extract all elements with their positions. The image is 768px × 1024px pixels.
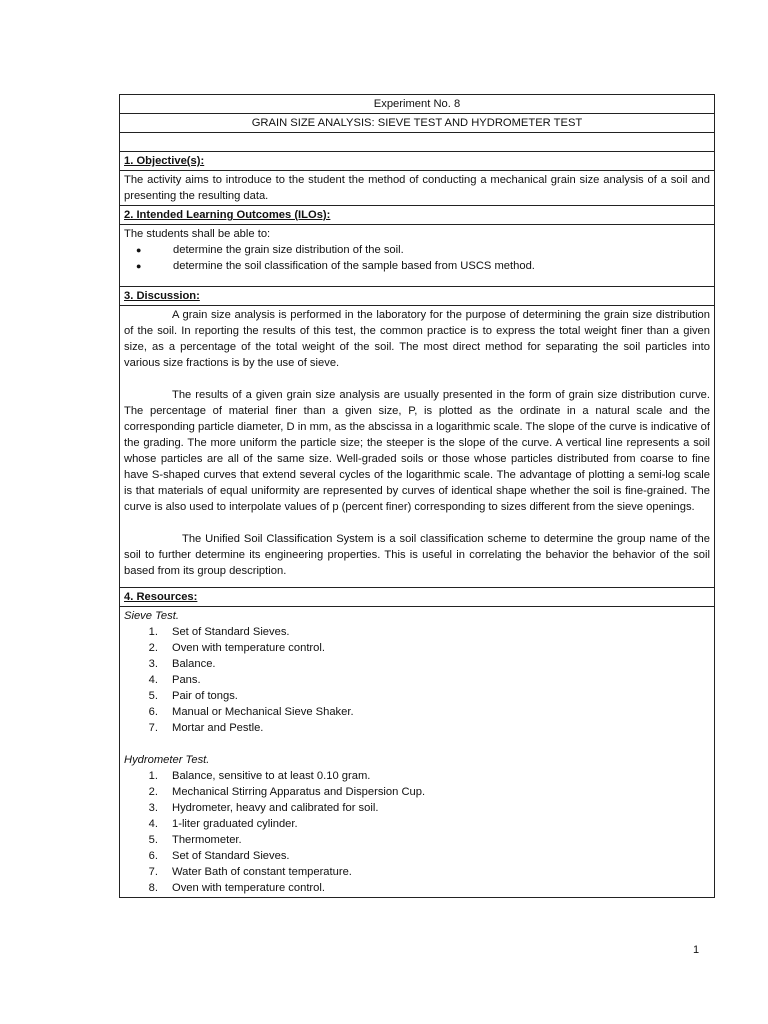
hydrometer-test-list [124, 768, 710, 896]
discussion-paragraph-2: The results of a given grain size analysis are usually presented in the form of grain size distribution curve. The percentage of material finer than a given size, P, is plotted as the ordinate in a natural scale and the corresponding particle diameter, D in mm, as the abscissa in a logarithmic scale. The slope of the curve is indicative of the grading. The more uniform the particle size; the steeper is the slope of the curve. A vertical line represents a soil whose particles are all of the same size. Well-graded soils or those whose particles distributed from coarse to fine have S-shaped curves that extend several cycles of the logarithmic scale. The advantage of plotting a semi-log scale is that materials of equal uniformity are represented by curves of identical shape whether the soil is fine-grained. The curve is also used to interpolate values of p (percent finer) corresponding to sizes different from the sieve openings. [124, 389, 710, 513]
list-item: 4. 1-liter graduated cylinder. [148, 818, 298, 830]
experiment-document [119, 94, 715, 898]
list-item: 3. Balance. [148, 658, 216, 670]
list-item: 4. Pans. [148, 674, 201, 686]
bullet-icon: ● [136, 245, 142, 255]
ilos-intro: The students shall be able to: [124, 228, 271, 240]
objective-heading: 1. Objective(s): [120, 152, 714, 171]
resources-heading: 4. Resources: [120, 588, 714, 607]
list-item: 7. Mortar and Pestle. [148, 722, 264, 734]
discussion-paragraph-3: The Unified Soil Classification System is a soil classification scheme to determine the group name of the soil to further determine its engineering properties. This is useful in correlating the behavior the behavior of the soil based from its group description. [124, 533, 710, 577]
title-row [120, 95, 714, 114]
experiment-title: Experiment No. 8 [373, 98, 461, 110]
list-item: 1. Balance, sensitive to at least 0.10 gram. [148, 770, 371, 782]
list-item: 8. Oven with temperature control. [148, 882, 325, 894]
experiment-subtitle: GRAIN SIZE ANALYSIS: SIEVE TEST AND HYDROMETER TEST [251, 117, 583, 129]
ilos-heading: 2. Intended Learning Outcomes (ILOs): [120, 206, 714, 225]
ilos-list [124, 242, 710, 274]
list-item: 7. Water Bath of constant temperature. [148, 866, 352, 878]
hydrometer-test-label: Hydrometer Test. [124, 754, 210, 766]
list-item: 3. Hydrometer, heavy and calibrated for soil. [148, 802, 379, 814]
blank-row [120, 133, 714, 152]
list-item: ● determine the grain size distribution of the soil. [136, 244, 404, 256]
sieve-test-list [124, 624, 710, 736]
resources-body [120, 607, 714, 897]
list-item: 5. Thermometer. [148, 834, 242, 846]
list-item: 1. Set of Standard Sieves. [148, 626, 290, 638]
objective-text: The activity aims to introduce to the student the method of conducting a mechanical grain size analysis of a soil and presenting the resulting data. [120, 171, 714, 206]
sieve-test-label: Sieve Test. [124, 610, 179, 622]
list-item: ● determine the soil classification of the sample based from USCS method. [136, 260, 535, 272]
subtitle-row [120, 114, 714, 133]
list-item: 2. Mechanical Stirring Apparatus and Dispersion Cup. [148, 786, 426, 798]
bullet-icon: ● [136, 261, 142, 271]
list-item: 5. Pair of tongs. [148, 690, 238, 702]
discussion-body [120, 306, 714, 588]
list-item: 6. Manual or Mechanical Sieve Shaker. [148, 706, 354, 718]
discussion-heading: 3. Discussion: [120, 287, 714, 306]
discussion-paragraph-1: A grain size analysis is performed in the laboratory for the purpose of determining the grain size distribution of the soil. In reporting the results of this test, the common practice is to express the total weight finer than a given size, as a percentage of the total weight of the soil. The most direct method for separating the soil particles into various size fractions is by the use of sieve. [124, 309, 710, 369]
ilos-body [120, 225, 714, 287]
page-number: 1 [693, 944, 700, 956]
list-item: 6. Set of Standard Sieves. [148, 850, 290, 862]
list-item: 2. Oven with temperature control. [148, 642, 325, 654]
